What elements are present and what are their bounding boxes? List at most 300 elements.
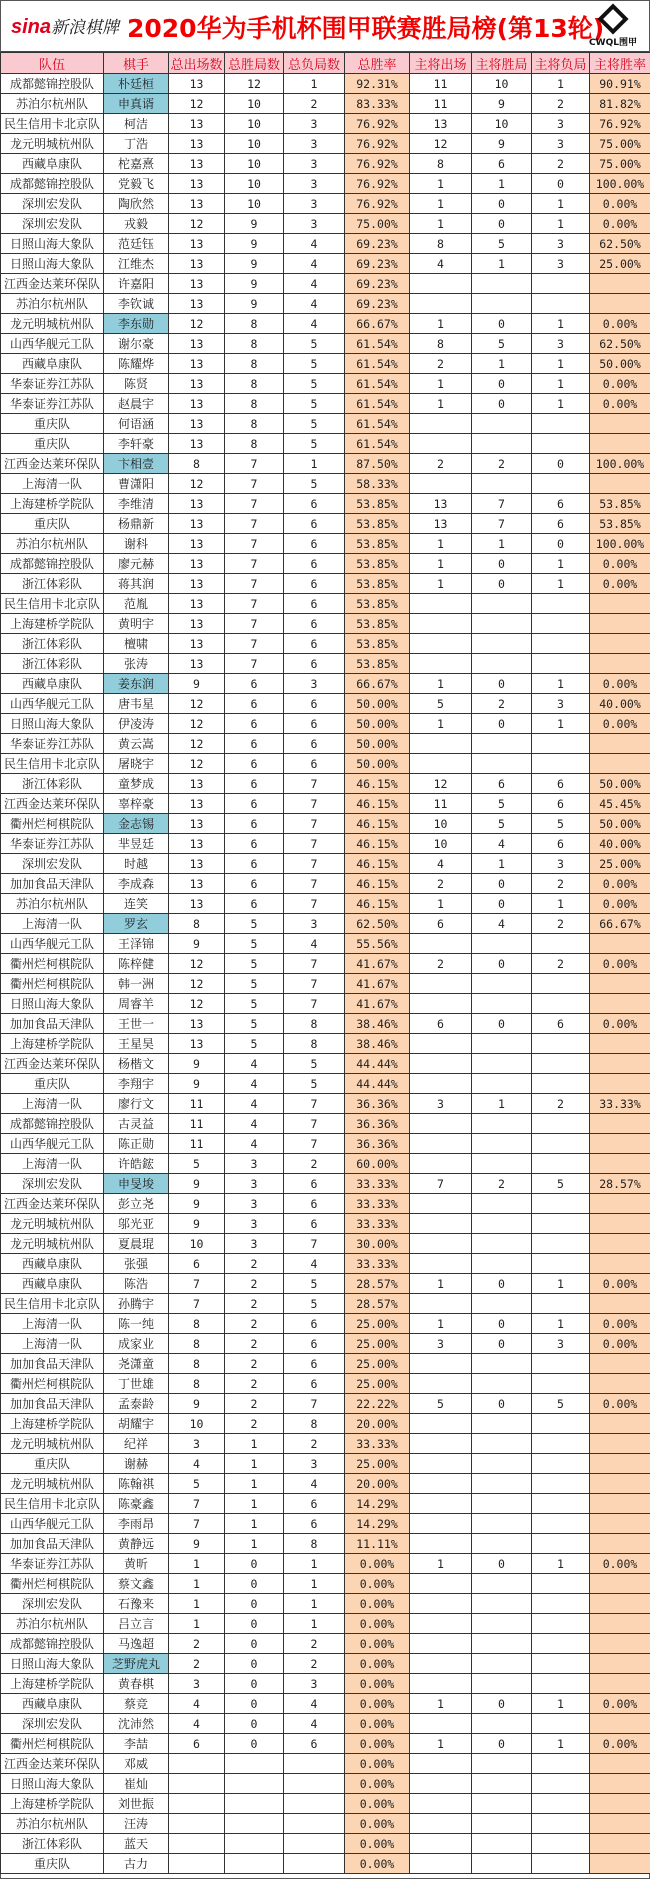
cell-losses: 7 (284, 994, 345, 1014)
cell-wins: 1 (225, 1434, 284, 1454)
cell-lead-wins (472, 654, 532, 674)
table-row (1, 1494, 650, 1514)
cell-wins: 7 (225, 534, 284, 554)
cell-games: 1 (169, 1614, 225, 1634)
cell-losses: 6 (284, 1314, 345, 1334)
cell-lead-losses (532, 1354, 590, 1374)
cell-player: 汪涛 (104, 1814, 169, 1834)
cell-team: 重庆队 (1, 514, 104, 534)
cell-lead-win-rate: 75.00% (590, 154, 650, 174)
cell-lead-win-rate: 53.85% (590, 494, 650, 514)
cell-player: 黄春棋 (104, 1674, 169, 1694)
table-row (1, 1554, 650, 1574)
cell-lead-wins (472, 1074, 532, 1094)
cell-lead-games (410, 1614, 472, 1634)
cell-losses: 5 (284, 1054, 345, 1074)
cell-losses: 5 (284, 1294, 345, 1314)
cell-player: 党毅飞 (104, 174, 169, 194)
cell-team: 山西华舰元工队 (1, 1514, 104, 1534)
cell-team: 日照山海大象队 (1, 1654, 104, 1674)
cell-lead-losses: 1 (532, 554, 590, 574)
cell-wins (225, 1834, 284, 1854)
cell-win-rate: 46.15% (345, 814, 410, 834)
cell-team: 民生信用卡北京队 (1, 114, 104, 134)
cell-win-rate: 30.00% (345, 1234, 410, 1254)
cell-lead-wins: 0 (472, 894, 532, 914)
cell-team: 衢州烂柯棋院队 (1, 974, 104, 994)
cell-losses: 6 (284, 1334, 345, 1354)
cell-lead-losses: 1 (532, 74, 590, 94)
cell-lead-games: 8 (410, 234, 472, 254)
cell-win-rate: 76.92% (345, 194, 410, 214)
cell-lead-win-rate (590, 1454, 650, 1474)
cell-lead-win-rate: 0.00% (590, 1554, 650, 1574)
cell-player: 李翔宇 (104, 1074, 169, 1094)
cell-player: 陶欣然 (104, 194, 169, 214)
cell-losses (284, 1814, 345, 1834)
cell-wins: 9 (225, 254, 284, 274)
cell-lead-win-rate (590, 1514, 650, 1534)
cell-losses: 3 (284, 194, 345, 214)
cell-losses: 7 (284, 1114, 345, 1134)
cell-lead-losses (532, 1774, 590, 1794)
cell-games: 7 (169, 1494, 225, 1514)
cell-player: 黄静远 (104, 1534, 169, 1554)
cell-losses: 1 (284, 454, 345, 474)
table-row (1, 1314, 650, 1334)
cell-player: 何语涵 (104, 414, 169, 434)
cell-team: 西藏阜康队 (1, 1694, 104, 1714)
cell-losses: 3 (284, 154, 345, 174)
table-row (1, 474, 650, 494)
cell-win-rate: 55.56% (345, 934, 410, 954)
table-row (1, 1794, 650, 1814)
cell-win-rate: 33.33% (345, 1194, 410, 1214)
cell-lead-wins (472, 1034, 532, 1054)
column-header-games: 总出场数 (169, 53, 225, 74)
cell-losses: 4 (284, 294, 345, 314)
cell-losses: 6 (284, 754, 345, 774)
cell-team: 江西金达莱环保队 (1, 794, 104, 814)
cell-wins: 4 (225, 1134, 284, 1154)
cell-games: 13 (169, 234, 225, 254)
cell-lead-win-rate: 75.00% (590, 134, 650, 154)
cell-lead-wins (472, 1054, 532, 1074)
cell-games (169, 1794, 225, 1814)
cell-wins: 0 (225, 1594, 284, 1614)
cell-wins: 2 (225, 1414, 284, 1434)
cell-lead-games (410, 754, 472, 774)
cell-win-rate: 61.54% (345, 414, 410, 434)
cell-player: 沈沛然 (104, 1714, 169, 1734)
cell-games: 13 (169, 634, 225, 654)
cell-lead-losses (532, 754, 590, 774)
cell-win-rate: 53.85% (345, 634, 410, 654)
table-row (1, 554, 650, 574)
cell-games: 13 (169, 774, 225, 794)
cell-losses: 5 (284, 394, 345, 414)
cell-losses: 2 (284, 1634, 345, 1654)
table-row (1, 1534, 650, 1554)
cell-team: 上海清一队 (1, 1334, 104, 1354)
cell-win-rate: 41.67% (345, 974, 410, 994)
table-row (1, 734, 650, 754)
table-row (1, 574, 650, 594)
cell-games: 13 (169, 414, 225, 434)
cell-lead-win-rate: 62.50% (590, 334, 650, 354)
cell-games: 13 (169, 394, 225, 414)
cell-team: 重庆队 (1, 1854, 104, 1874)
cell-lead-games: 13 (410, 114, 472, 134)
cell-lead-games (410, 1134, 472, 1154)
cell-wins: 6 (225, 674, 284, 694)
cell-player: 辜梓豪 (104, 794, 169, 814)
cell-lead-win-rate: 45.45% (590, 794, 650, 814)
cell-win-rate: 87.50% (345, 454, 410, 474)
cell-lead-games (410, 1854, 472, 1874)
cell-player: 芝野虎丸 (104, 1654, 169, 1674)
cell-lead-wins (472, 294, 532, 314)
cell-team: 龙元明城杭州队 (1, 1234, 104, 1254)
cell-losses: 6 (284, 574, 345, 594)
cell-losses: 3 (284, 134, 345, 154)
cell-losses: 3 (284, 1454, 345, 1474)
cell-win-rate: 53.85% (345, 534, 410, 554)
cell-team: 加加食品天津队 (1, 1014, 104, 1034)
cell-lead-wins: 0 (472, 1014, 532, 1034)
cell-wins: 2 (225, 1294, 284, 1314)
cell-lead-losses (532, 1374, 590, 1394)
standings-table (0, 52, 650, 1874)
cell-win-rate: 0.00% (345, 1754, 410, 1774)
cell-lead-games: 13 (410, 514, 472, 534)
table-row (1, 1654, 650, 1674)
cell-lead-wins: 9 (472, 134, 532, 154)
cell-games: 3 (169, 1674, 225, 1694)
cell-team: 重庆队 (1, 434, 104, 454)
cell-lead-losses: 6 (532, 794, 590, 814)
cell-lead-wins: 6 (472, 154, 532, 174)
cell-wins: 10 (225, 134, 284, 154)
cell-wins: 3 (225, 1214, 284, 1234)
cell-lead-wins (472, 1774, 532, 1794)
cell-wins: 0 (225, 1694, 284, 1714)
table-row (1, 494, 650, 514)
cell-lead-games: 8 (410, 154, 472, 174)
cell-win-rate: 0.00% (345, 1554, 410, 1574)
table-row (1, 314, 650, 334)
cell-team: 山西华舰元工队 (1, 1134, 104, 1154)
cell-lead-games: 2 (410, 454, 472, 474)
cell-wins: 5 (225, 1034, 284, 1054)
cell-lead-losses: 3 (532, 114, 590, 134)
cell-lead-wins (472, 1474, 532, 1494)
cell-wins: 8 (225, 414, 284, 434)
cell-lead-win-rate: 0.00% (590, 1274, 650, 1294)
table-row (1, 694, 650, 714)
cell-team: 深圳宏发队 (1, 1714, 104, 1734)
table-row (1, 1414, 650, 1434)
cell-losses: 4 (284, 1714, 345, 1734)
cell-lead-games: 5 (410, 694, 472, 714)
cell-team: 苏泊尔杭州队 (1, 94, 104, 114)
cell-losses: 6 (284, 494, 345, 514)
cell-lead-wins (472, 1814, 532, 1834)
cell-team: 苏泊尔杭州队 (1, 1614, 104, 1634)
cell-player: 黄昕 (104, 1554, 169, 1574)
cell-wins: 0 (225, 1674, 284, 1694)
table-row (1, 1114, 650, 1134)
cell-win-rate: 66.67% (345, 674, 410, 694)
cell-lead-losses (532, 1194, 590, 1214)
cell-losses: 2 (284, 94, 345, 114)
cell-lead-losses (532, 1414, 590, 1434)
cell-player: 周睿羊 (104, 994, 169, 1014)
cell-team: 西藏阜康队 (1, 354, 104, 374)
cell-win-rate: 0.00% (345, 1794, 410, 1814)
cell-lead-losses: 3 (532, 854, 590, 874)
cell-losses: 7 (284, 874, 345, 894)
cell-win-rate: 33.33% (345, 1214, 410, 1234)
cell-team: 深圳宏发队 (1, 214, 104, 234)
table-row (1, 1514, 650, 1534)
column-header-lead-win-rate: 主将胜率 (590, 53, 650, 74)
cell-lead-losses: 2 (532, 94, 590, 114)
cell-losses (284, 1774, 345, 1794)
cell-win-rate: 53.85% (345, 594, 410, 614)
cell-games: 9 (169, 1174, 225, 1194)
cell-lead-losses (532, 1674, 590, 1694)
cell-lead-games: 1 (410, 214, 472, 234)
cell-player: 范胤 (104, 594, 169, 614)
cell-player: 夏晨琨 (104, 1234, 169, 1254)
cell-games: 13 (169, 834, 225, 854)
cell-win-rate: 60.00% (345, 1154, 410, 1174)
cell-losses: 7 (284, 774, 345, 794)
cell-lead-games (410, 414, 472, 434)
cell-lead-games (410, 614, 472, 634)
cell-win-rate: 0.00% (345, 1594, 410, 1614)
cell-games: 12 (169, 94, 225, 114)
cell-wins (225, 1794, 284, 1814)
cell-losses: 7 (284, 834, 345, 854)
cell-player: 古灵益 (104, 1114, 169, 1134)
cell-player: 李雨昂 (104, 1514, 169, 1534)
cell-win-rate: 69.23% (345, 234, 410, 254)
cell-lead-wins: 0 (472, 714, 532, 734)
cell-win-rate: 0.00% (345, 1734, 410, 1754)
cell-losses: 7 (284, 894, 345, 914)
cell-lead-games (410, 1754, 472, 1774)
cell-lead-win-rate: 28.57% (590, 1174, 650, 1194)
cell-wins: 7 (225, 554, 284, 574)
table-row (1, 1354, 650, 1374)
cell-games: 8 (169, 914, 225, 934)
cell-wins: 8 (225, 314, 284, 334)
cell-lead-losses: 1 (532, 574, 590, 594)
cell-losses: 6 (284, 554, 345, 574)
cell-games: 9 (169, 674, 225, 694)
cell-team: 衢州烂柯棋院队 (1, 814, 104, 834)
table-row (1, 814, 650, 834)
cell-lead-wins (472, 1154, 532, 1174)
cell-lead-losses: 3 (532, 134, 590, 154)
cell-lead-win-rate (590, 1474, 650, 1494)
cell-lead-games (410, 1294, 472, 1314)
cell-lead-games (410, 294, 472, 314)
cell-lead-win-rate (590, 1854, 650, 1874)
cell-games: 12 (169, 694, 225, 714)
cell-lead-wins: 0 (472, 1554, 532, 1574)
cell-lead-games: 2 (410, 874, 472, 894)
cell-lead-games (410, 1714, 472, 1734)
cell-lead-win-rate: 0.00% (590, 954, 650, 974)
cell-wins: 6 (225, 894, 284, 914)
cell-lead-games: 11 (410, 794, 472, 814)
cell-player: 纪祥 (104, 1434, 169, 1454)
cell-lead-losses (532, 974, 590, 994)
cell-wins: 5 (225, 914, 284, 934)
cell-lead-losses (532, 1214, 590, 1234)
cell-lead-win-rate: 25.00% (590, 854, 650, 874)
cell-lead-losses: 1 (532, 354, 590, 374)
cell-lead-games (410, 1354, 472, 1374)
table-row (1, 1614, 650, 1634)
cell-lead-losses (532, 1834, 590, 1854)
cell-wins: 6 (225, 714, 284, 734)
table-row (1, 1714, 650, 1734)
cell-lead-losses (532, 1454, 590, 1474)
cell-lead-losses: 1 (532, 394, 590, 414)
cell-lead-games (410, 1254, 472, 1274)
cell-lead-losses (532, 1054, 590, 1074)
table-row (1, 274, 650, 294)
cell-lead-win-rate (590, 1494, 650, 1514)
cell-win-rate: 61.54% (345, 374, 410, 394)
cell-games: 9 (169, 1054, 225, 1074)
cell-lead-losses (532, 1794, 590, 1814)
cell-wins: 6 (225, 694, 284, 714)
cell-wins: 0 (225, 1734, 284, 1754)
cell-win-rate: 11.11% (345, 1534, 410, 1554)
cell-lead-win-rate: 0.00% (590, 1694, 650, 1714)
cell-lead-wins (472, 994, 532, 1014)
cell-player: 邬光亚 (104, 1214, 169, 1234)
cell-player: 韩一洲 (104, 974, 169, 994)
cell-losses (284, 1834, 345, 1854)
cell-player: 蒋其润 (104, 574, 169, 594)
cell-player: 李轩豪 (104, 434, 169, 454)
cell-losses: 4 (284, 1474, 345, 1494)
cell-lead-wins (472, 1834, 532, 1854)
cell-losses: 4 (284, 934, 345, 954)
cell-wins: 10 (225, 174, 284, 194)
cell-losses: 4 (284, 274, 345, 294)
cell-losses: 5 (284, 414, 345, 434)
cell-lead-losses (532, 734, 590, 754)
cell-win-rate: 44.44% (345, 1074, 410, 1094)
cell-lead-wins: 4 (472, 834, 532, 854)
table-row (1, 414, 650, 434)
cell-games: 8 (169, 1334, 225, 1354)
cell-lead-games: 3 (410, 1094, 472, 1114)
cell-losses: 6 (284, 654, 345, 674)
cell-win-rate: 44.44% (345, 1054, 410, 1074)
cell-wins: 3 (225, 1154, 284, 1174)
cell-lead-games (410, 1774, 472, 1794)
cell-player: 屠晓宇 (104, 754, 169, 774)
cell-games: 13 (169, 1034, 225, 1054)
cell-games: 12 (169, 714, 225, 734)
cell-lead-win-rate: 0.00% (590, 314, 650, 334)
cell-lead-games (410, 1374, 472, 1394)
cell-lead-losses: 2 (532, 874, 590, 894)
cell-player: 申旻埈 (104, 1174, 169, 1194)
cell-player: 陈梓健 (104, 954, 169, 974)
cell-team: 重庆队 (1, 1074, 104, 1094)
cell-lead-losses: 3 (532, 234, 590, 254)
cell-losses: 7 (284, 1094, 345, 1114)
page-title: 2020华为手机杯围甲联赛胜局榜(第13轮) (127, 14, 605, 43)
cell-lead-win-rate (590, 294, 650, 314)
cell-lead-win-rate: 100.00% (590, 454, 650, 474)
cell-win-rate: 14.29% (345, 1494, 410, 1514)
cell-losses: 6 (284, 614, 345, 634)
cell-lead-win-rate: 0.00% (590, 214, 650, 234)
table-row (1, 1094, 650, 1114)
cell-win-rate: 53.85% (345, 614, 410, 634)
cell-lead-wins (472, 1114, 532, 1134)
cell-wins: 1 (225, 1474, 284, 1494)
cell-games: 13 (169, 514, 225, 534)
cell-lead-losses: 3 (532, 694, 590, 714)
cell-losses: 6 (284, 514, 345, 534)
cell-lead-losses: 5 (532, 1394, 590, 1414)
cell-losses: 4 (284, 234, 345, 254)
cell-losses: 8 (284, 1534, 345, 1554)
cell-losses: 1 (284, 1614, 345, 1634)
cell-team: 成都懿锦控股队 (1, 74, 104, 94)
cell-team: 深圳宏发队 (1, 194, 104, 214)
cell-lead-losses: 1 (532, 714, 590, 734)
table-row (1, 914, 650, 934)
table-row (1, 1014, 650, 1034)
table-row (1, 94, 650, 114)
cell-games: 9 (169, 1534, 225, 1554)
cell-lead-losses (532, 1714, 590, 1734)
cell-team: 衢州烂柯棋院队 (1, 1574, 104, 1594)
cell-lead-wins (472, 1134, 532, 1154)
cell-lead-win-rate: 0.00% (590, 1734, 650, 1754)
table-row (1, 794, 650, 814)
cell-lead-losses (532, 434, 590, 454)
cell-lead-win-rate: 100.00% (590, 174, 650, 194)
cell-lead-win-rate: 0.00% (590, 194, 650, 214)
cell-wins: 4 (225, 1114, 284, 1134)
cell-games: 11 (169, 1134, 225, 1154)
cell-games: 10 (169, 1414, 225, 1434)
cell-games: 13 (169, 494, 225, 514)
cell-player: 许嘉阳 (104, 274, 169, 294)
cell-lead-wins: 0 (472, 194, 532, 214)
cell-wins: 2 (225, 1374, 284, 1394)
cell-lead-losses: 1 (532, 1314, 590, 1334)
cell-games: 8 (169, 1314, 225, 1334)
cell-lead-losses (532, 474, 590, 494)
cell-wins: 8 (225, 354, 284, 374)
cell-lead-wins (472, 1514, 532, 1534)
cell-lead-losses: 6 (532, 514, 590, 534)
